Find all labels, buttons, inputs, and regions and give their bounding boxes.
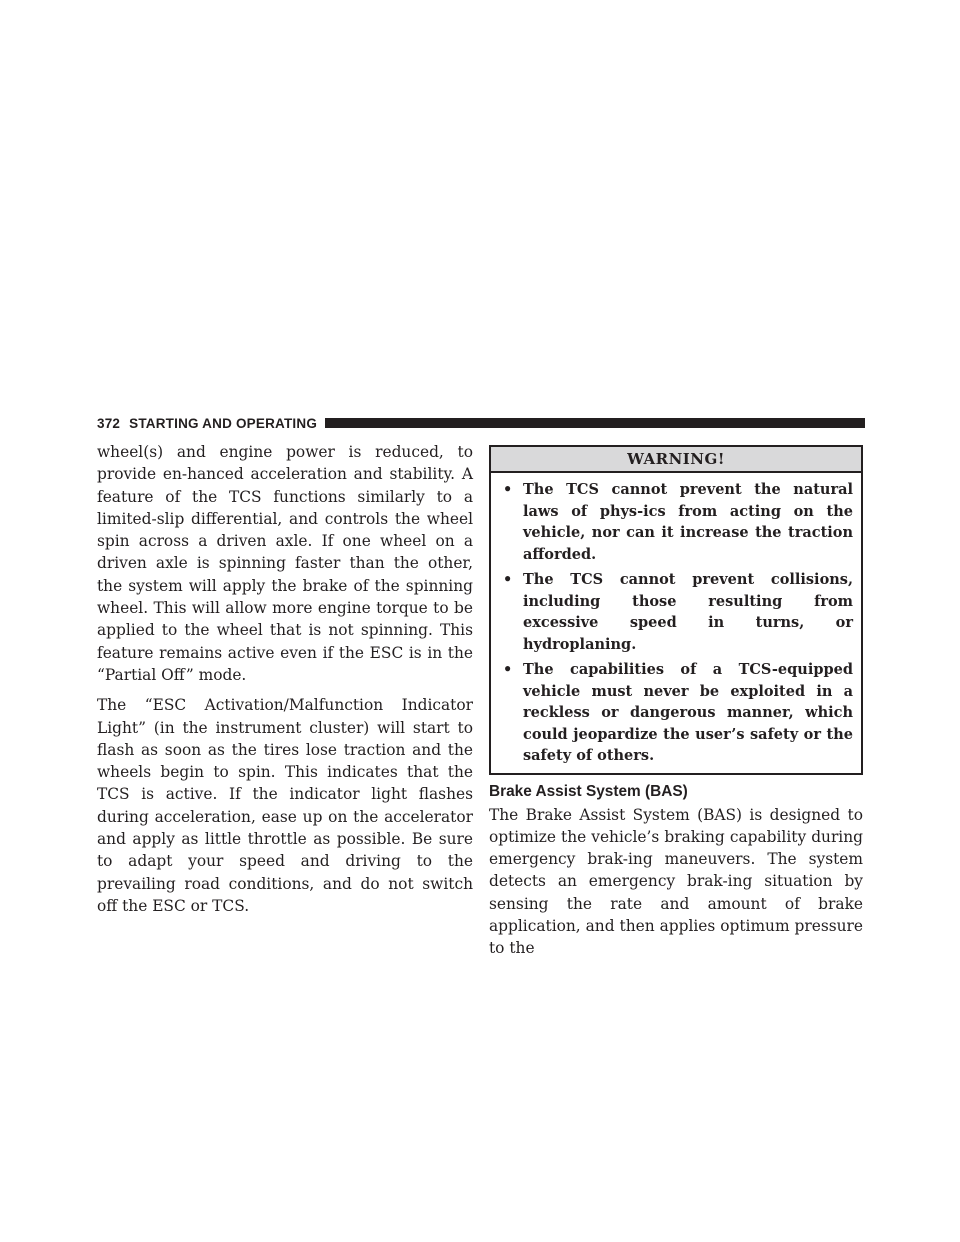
warning-box: [489, 445, 863, 775]
page-header: [97, 415, 865, 431]
bullet-icon: •: [503, 661, 513, 678]
warning-item: [503, 569, 853, 655]
warning-item: [503, 479, 853, 565]
page-number: 372: [97, 415, 121, 431]
warning-item-text: The capabilities of a TCS-equipped vehicle must never be exploited in a reckless or dangerous manner, which could jeopardize the user’s safety or the safety of others.: [523, 661, 853, 764]
paragraph-bas: The Brake Assist System (BAS) is designed to optimize the vehicle’s braking capability during emergency brak-ing maneuvers. The system detects an emergency brak-ing situation by sensing the rate and amount of brake application, and then applies optimum pressure to the: [489, 805, 863, 958]
warning-item-text: The TCS cannot prevent collisions, including those resulting from excessive speed in turns, or hydroplaning.: [523, 571, 853, 653]
paragraph-esc-indicator: The “ESC Activation/Malfunction Indicator Light” (in the instrument cluster) will start to flash as soon as the tires lose traction and the wheels begin to spin. This indicates that the TCS is active. If the indicator light flashes during acceleration, ease up on the accelerator and apply as little throttle as possible. Be sure to adapt your speed and driving to the prevailing road conditions, and do not switch off the ESC or TCS.: [97, 696, 473, 915]
warning-item-text: The TCS cannot prevent the natural laws of phys-ics from acting on the vehicle, nor can it increase the traction afforded.: [523, 481, 853, 563]
section-heading-bas: Brake Assist System (BAS): [489, 782, 688, 800]
warning-title: WARNING!: [491, 447, 861, 473]
right-column: [489, 445, 863, 968]
warning-item: [503, 659, 853, 767]
header-rule: [325, 418, 865, 428]
paragraph-tcs-feature: wheel(s) and engine power is reduced, to provide en-hanced acceleration and stability. A feature of the TCS functions similarly to a limited-slip differential, and controls the wheel spin across a driven axle. If one wheel on a driven axle is spinning faster than the other, the system will apply the brake of the spinning wheel. This will allow more engine torque to be applied to the wheel that is not spinning. This feature remains active even if the ESC is in the “Partial Off” mode.: [97, 443, 473, 684]
bullet-icon: •: [503, 571, 513, 588]
left-column: [97, 441, 473, 925]
section-title: STARTING AND OPERATING: [129, 415, 318, 431]
bullet-icon: •: [503, 481, 513, 498]
warning-list: [491, 473, 861, 773]
